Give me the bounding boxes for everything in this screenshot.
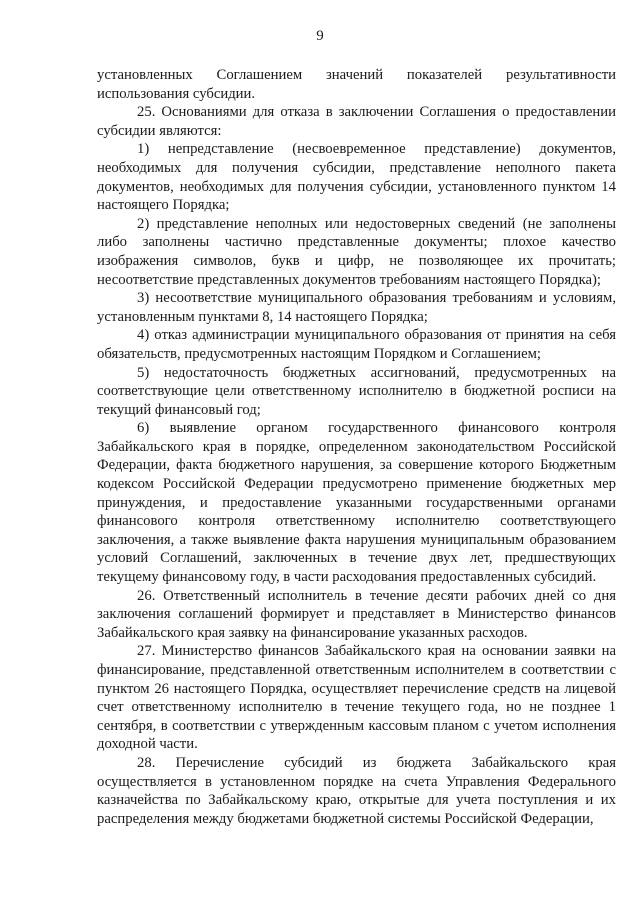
paragraph-25-item-2: 2) представление неполных или недостоверных сведений (не заполнены либо заполнены частично представленные документы; плохое качество изображения символов, букв и цифр, не позволяющее их прочитать; несоответствие представленных документов требованиям настоящего Порядка); <box>97 215 616 288</box>
paragraph-25-item-5: 5) недостаточность бюджетных ассигнований, предусмотренных на соответствующие цели ответственному исполнителю в бюджетной росписи на текущий финансовый год; <box>97 364 616 418</box>
paragraph-27: 27. Министерство финансов Забайкальского края на основании заявки на финансирование, представленной ответственным исполнителем в соответствии с пунктом 26 настоящего Порядка, осуществляет перечисление средств на лицевой счет ответственному исполнителю в течение текущего года, но не позднее 1 сентября, в соответствии с утвержденным кассовым планом с учетом исполнения доходной части. <box>97 643 616 753</box>
paragraph-25-item-1: 1) непредставление (несвоевременное представление) документов, необходимых для получения субсидии, представление неполного пакета документов, необходимых для получения субсидии, установленного пунктом 14 настоящего Порядка; <box>97 141 616 214</box>
page-number: 9 <box>316 28 324 44</box>
paragraph-28: 28. Перечисление субсидий из бюджета Забайкальского края осуществляется в установленном порядке на счета Управления Федерального казначейства по Забайкальскому краю, открытые для учета поступления и их распределения между бюджетами бюджетной системы Российской Федерации, <box>97 754 616 827</box>
paragraph-25-item-6: 6) выявление органом государственного финансового контроля Забайкальского края в порядке, определенном законодательством Российской Федерации, факта бюджетного нарушения, за совершение которого Бюджетным кодексом Российской Федерации предусмотрено применение бюджетных мер принуждения, и предоставление указанными государственными органами финансового контроля ответственному исполнителю соответствующего заключения, а также выявление факта нарушения муниципальным образованием условий Соглашений, заключенных в течение двух лет, предшествующих текущему финансовому году, в части расходования предоставленных субсидий. <box>97 420 616 586</box>
paragraph-continuation: установленных Соглашением значений показателей результативности использования субсидии. <box>97 67 616 102</box>
paragraph-25-item-3: 3) несоответствие муниципального образования требованиям и условиям, установленным пунктами 8, 14 настоящего Порядка; <box>97 290 616 325</box>
paragraph-25-item-4: 4) отказ администрации муниципального образования от принятия на себя обязательств, предусмотренных настоящим Порядком и Соглашением; <box>97 327 616 362</box>
document-text <box>97 66 616 828</box>
paragraph-25: 25. Основаниями для отказа в заключении Соглашения о предоставлении субсидии являются: <box>97 104 616 139</box>
paragraph-26: 26. Ответственный исполнитель в течение десяти рабочих дней со дня заключения соглашений формирует и представляет в Министерство финансов Забайкальского края заявку на финансирование указанных расходов. <box>97 587 616 641</box>
